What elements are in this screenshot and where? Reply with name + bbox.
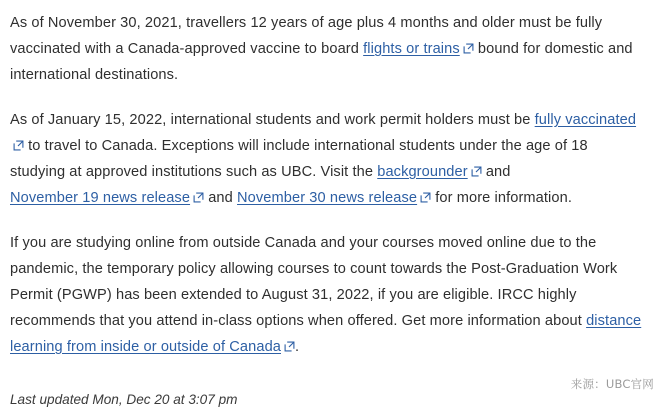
link-label: backgrounder — [377, 164, 468, 180]
link-fully-vaccinated[interactable] — [535, 112, 636, 128]
text-segment: As of November 30, 2021, travellers 12 years of age plus 4 months and older must be fully vaccinated with a Canada-approved vaccine to board — [10, 15, 603, 57]
link-november-19-news-release[interactable] — [10, 190, 190, 206]
link-flights-or-trains[interactable] — [363, 41, 460, 57]
link-label: flights or trains — [363, 41, 460, 57]
external-link-icon — [193, 192, 204, 203]
text-segment: . — [295, 339, 300, 355]
text-segment: and — [204, 190, 238, 206]
link-label: November 30 news release — [237, 190, 418, 206]
external-link-icon — [13, 140, 24, 151]
link-backgrounder[interactable] — [377, 164, 467, 180]
paragraph-vaccination-travel — [10, 10, 646, 88]
external-link-icon — [471, 166, 482, 177]
external-link-icon — [420, 192, 431, 203]
text-segment: for more information. — [431, 190, 572, 206]
external-link-icon — [284, 341, 295, 352]
paragraph-online-study-pgwp — [10, 230, 646, 360]
text-segment: to travel to Canada. Exceptions will include international students under the age of 18 studying at approved institutions such as UBC. Visit the — [10, 138, 588, 180]
source-watermark: 来源：UBC官网 — [570, 377, 654, 391]
last-updated-text: Last updated Mon, Dec 20 at 3:07 pm — [10, 392, 238, 407]
text-segment: and — [481, 164, 511, 180]
text-segment: bound for domestic and international destinations. — [10, 41, 633, 83]
text-segment: As of January 15, 2022, international students and work permit holders must be — [10, 112, 535, 128]
link-november-30-news-release[interactable] — [237, 190, 417, 206]
text-segment: If you are studying online from outside Canada and your courses moved online due to the pandemic, the temporary policy allowing courses to count towards the Post-Graduation Work Permit (PGWP) has been extended to August 31, 2022, if you are eligible. IRCC highly recommends that you attend in-class options when offered. Get more information about — [10, 235, 618, 329]
link-label: November 19 news release — [10, 190, 191, 206]
external-link-icon — [463, 43, 474, 54]
paragraph-students-work-permit — [10, 107, 646, 211]
link-label: distance learning from inside or outside of Canada — [10, 313, 642, 355]
link-label: fully vaccinated — [534, 112, 637, 128]
